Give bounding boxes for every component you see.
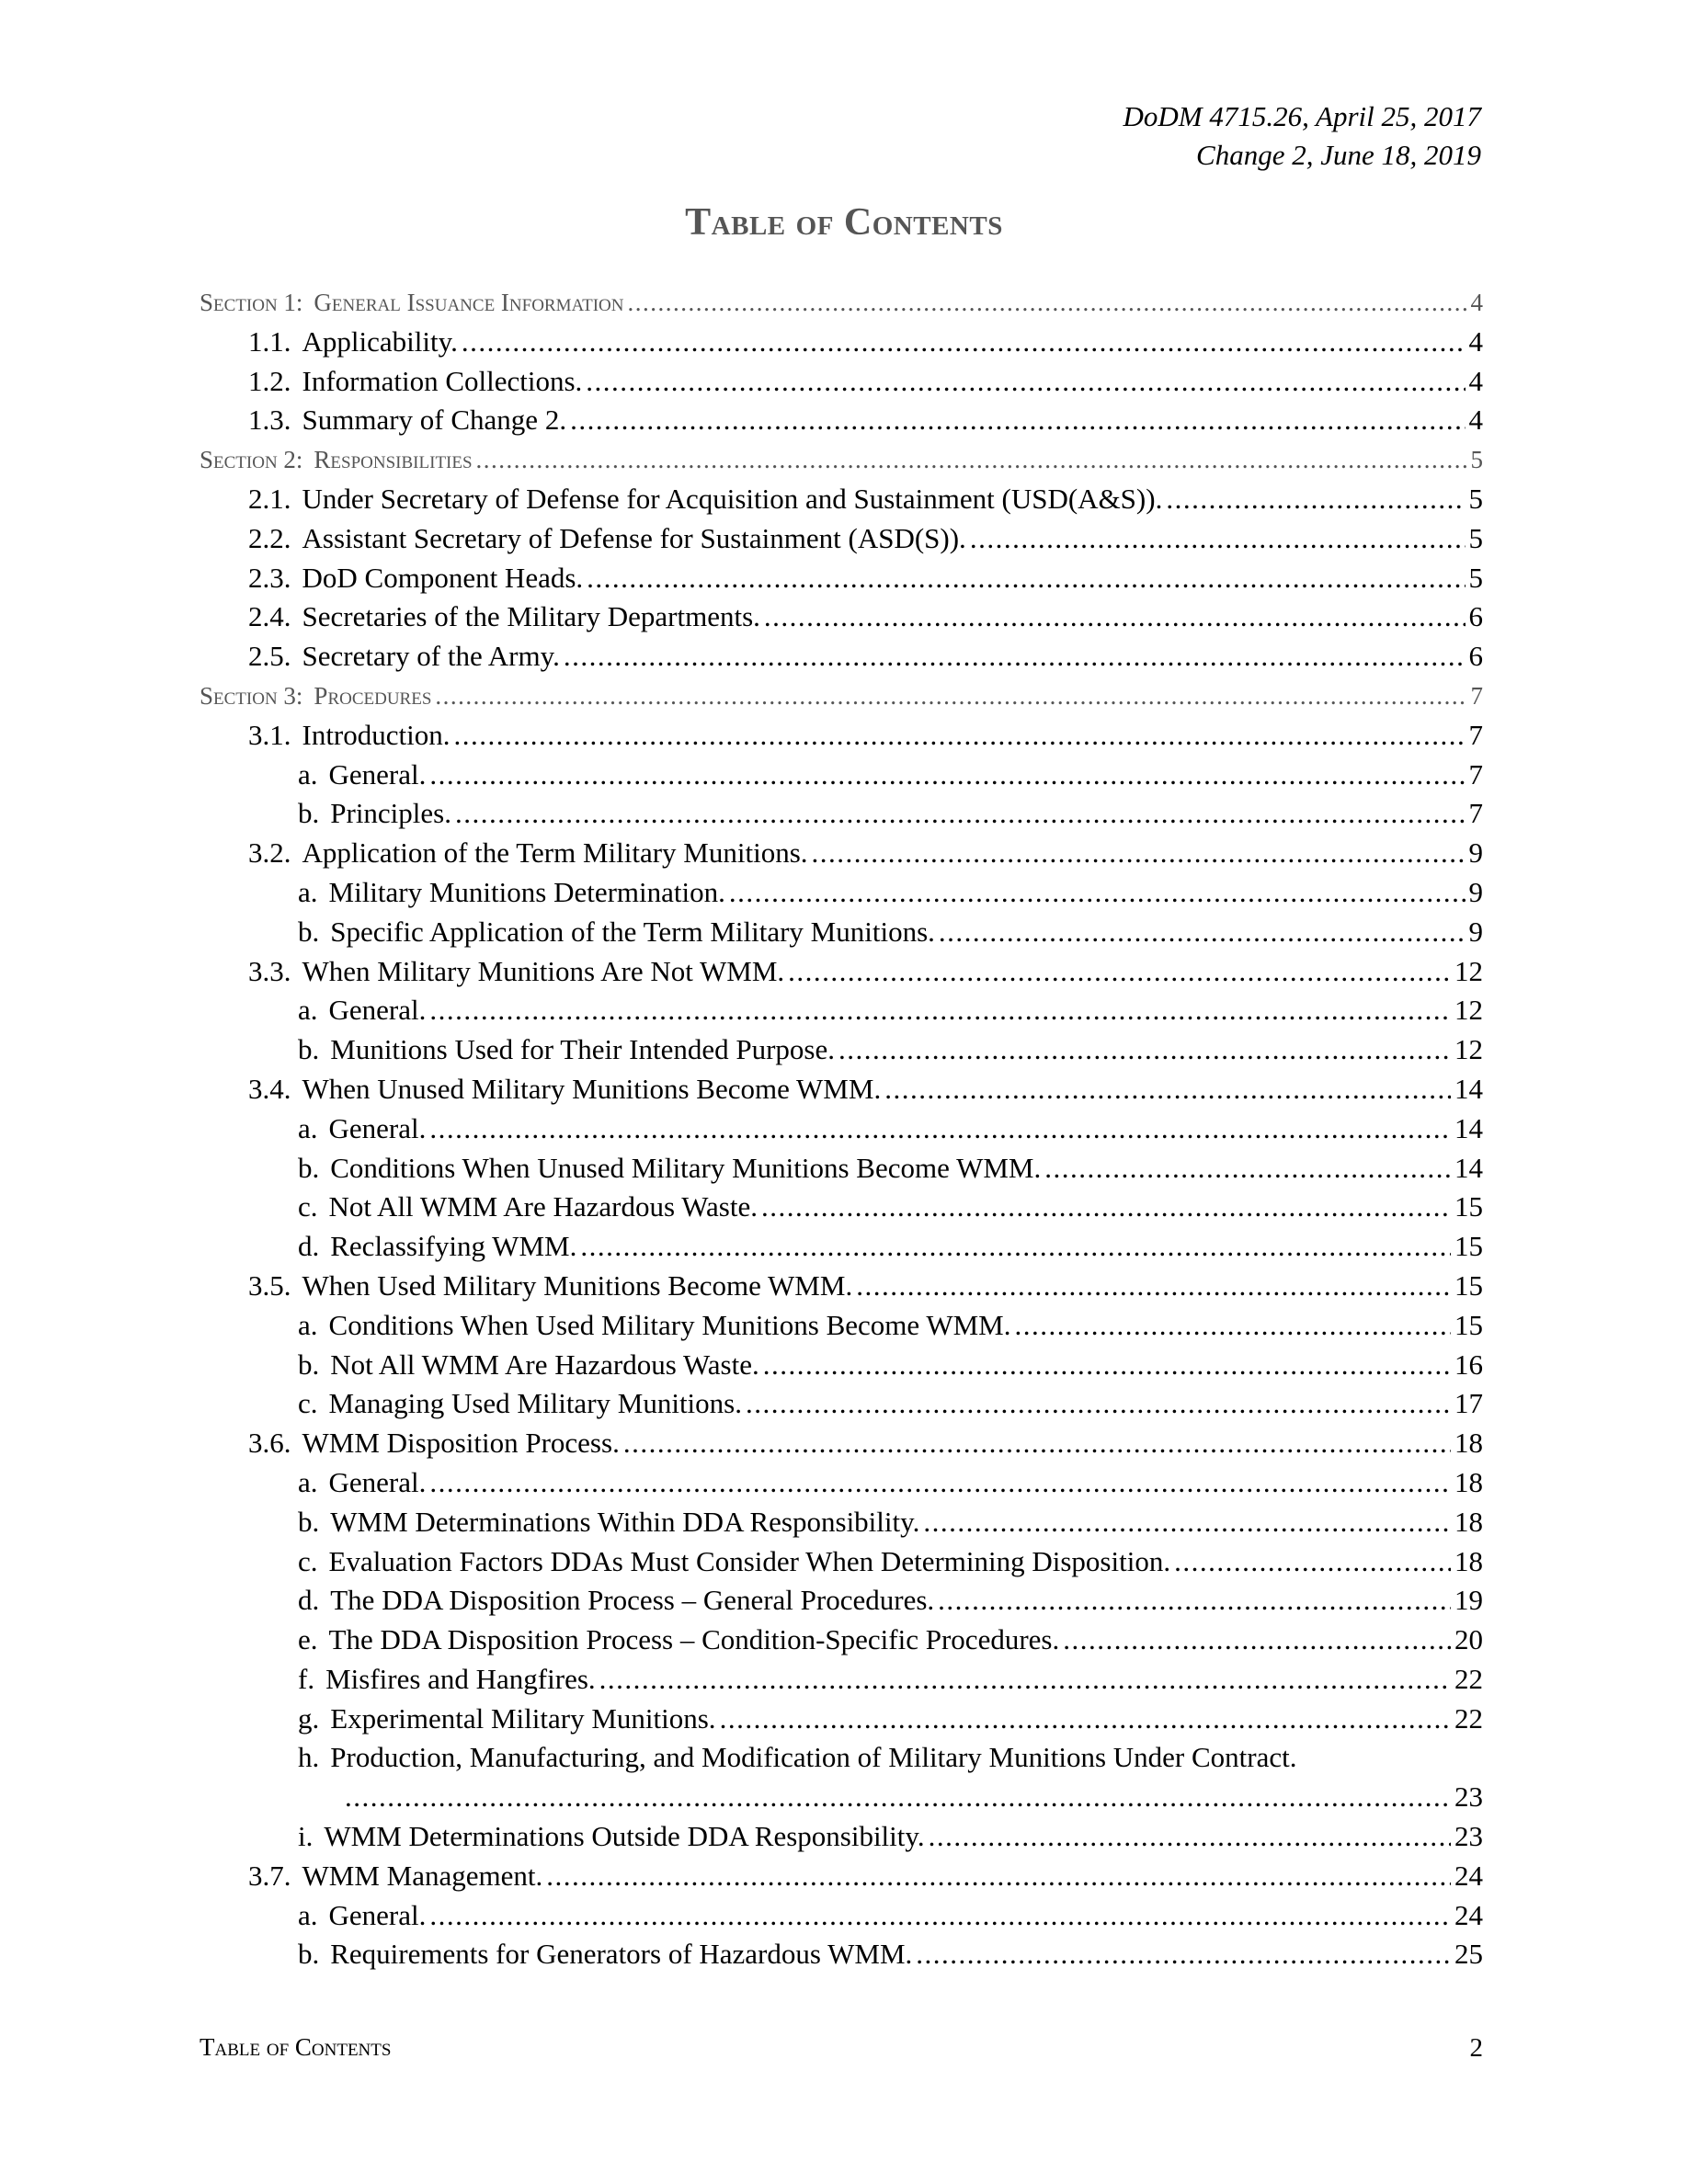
toc-entry[interactable] xyxy=(200,597,1483,637)
dot-leader xyxy=(429,756,1465,795)
toc-entry-page: 18 xyxy=(1454,1465,1483,1498)
dot-leader xyxy=(623,1424,1451,1463)
toc-entry[interactable] xyxy=(200,952,1483,992)
toc-entry-label: DoD Component Heads. xyxy=(302,561,584,594)
dot-leader xyxy=(587,559,1465,598)
toc-entry[interactable] xyxy=(200,1700,1483,1739)
toc-entry-page: 18 xyxy=(1454,1505,1483,1538)
toc-entry[interactable] xyxy=(200,794,1483,834)
toc-entry-number: b. xyxy=(298,1033,320,1066)
toc-entry[interactable] xyxy=(200,519,1483,559)
toc-entry[interactable] xyxy=(200,991,1483,1030)
toc-entry-label: Conditions When Used Military Munitions Become WMM. xyxy=(328,1308,1011,1341)
toc-entry-label: Introduction. xyxy=(302,718,451,751)
toc-entry[interactable] xyxy=(200,1621,1483,1660)
toc-entry[interactable] xyxy=(200,1030,1483,1070)
toc-entry[interactable] xyxy=(200,1149,1483,1189)
toc-entry-page: 17 xyxy=(1454,1387,1483,1420)
toc-entry-number: Section 3: xyxy=(200,681,303,710)
toc-entry-number: a. xyxy=(298,757,318,791)
toc-entry-page: 14 xyxy=(1454,1072,1483,1105)
toc-entry-label: General. xyxy=(328,1465,427,1498)
dot-leader xyxy=(429,1896,1451,1936)
toc-entry-number: 3.5. xyxy=(248,1268,291,1302)
dot-leader xyxy=(345,1778,1451,1817)
dot-leader xyxy=(1044,1149,1451,1189)
toc-entry-label: Managing Used Military Munitions. xyxy=(328,1387,742,1420)
toc-entry-label: Evaluation Factors DDAs Must Consider When Determining Disposition. xyxy=(328,1544,1171,1577)
toc-entry-label: Applicability. xyxy=(302,324,458,358)
toc-entry-number: 3.2. xyxy=(248,836,291,870)
toc-entry[interactable] xyxy=(200,873,1483,913)
toc-entry-number: d. xyxy=(298,1584,320,1617)
dot-leader xyxy=(764,597,1466,637)
toc-entry-page: 16 xyxy=(1454,1348,1483,1381)
toc-entry-page: 12 xyxy=(1454,954,1483,987)
toc-entry-label: Conditions When Unused Military Munitions Become WMM. xyxy=(330,1151,1042,1184)
toc-entry-number: 2.2. xyxy=(248,521,291,554)
toc-section-entry[interactable] xyxy=(200,677,1483,716)
toc-entry-page: 7 xyxy=(1470,681,1483,710)
toc-entry-number: b. xyxy=(298,915,320,948)
toc-entry-number: h. xyxy=(298,1741,320,1774)
toc-entry-number: a. xyxy=(298,1898,318,1931)
dot-leader xyxy=(580,1227,1451,1267)
toc-entry-page: 6 xyxy=(1468,640,1483,673)
toc-entry[interactable] xyxy=(200,1267,1483,1306)
dot-leader xyxy=(916,1935,1451,1974)
toc-entry-page: 4 xyxy=(1470,289,1483,316)
toc-entry-page: 5 xyxy=(1468,521,1483,554)
dot-leader xyxy=(720,1700,1451,1739)
toc-entry-label: Information Collections. xyxy=(302,364,583,397)
toc-entry[interactable] xyxy=(200,1738,1483,1778)
dot-leader xyxy=(1166,480,1465,519)
dot-leader xyxy=(729,873,1466,913)
toc-entry[interactable] xyxy=(200,1463,1483,1503)
dot-leader xyxy=(788,952,1451,992)
document-change-date: Change 2, June 18, 2019 xyxy=(1196,139,1481,171)
toc-entry-page: 14 xyxy=(1454,1111,1483,1144)
toc-entry-page: 7 xyxy=(1468,797,1483,830)
toc-entry-page: 4 xyxy=(1468,324,1483,358)
toc-entry-page: 9 xyxy=(1468,915,1483,948)
toc-entry-page: 15 xyxy=(1454,1230,1483,1263)
toc-entry[interactable] xyxy=(200,1109,1483,1149)
toc-entry-label: Application of the Term Military Munitions. xyxy=(302,836,808,870)
toc-entry-label: General. xyxy=(328,757,427,791)
document-header xyxy=(1123,97,1481,175)
toc-entry-number: i. xyxy=(298,1820,314,1853)
toc-entry-number: Section 1: xyxy=(200,289,303,316)
toc-entry-page: 15 xyxy=(1454,1190,1483,1223)
dot-leader xyxy=(570,401,1465,440)
toc-entry[interactable] xyxy=(200,1424,1483,1463)
dot-leader xyxy=(429,1463,1451,1503)
toc-entry-number: 2.5. xyxy=(248,640,291,673)
toc-entry-number: 1.3. xyxy=(248,404,291,437)
toc-entry-label: Production, Manufacturing, and Modification of Military Munitions Under Contract. xyxy=(330,1741,1297,1774)
toc-entry[interactable] xyxy=(200,1817,1483,1857)
toc-entry[interactable] xyxy=(200,323,1483,362)
toc-entry[interactable] xyxy=(200,362,1483,402)
toc-entry-number: d. xyxy=(298,1230,320,1263)
toc-entry-continuation[interactable] xyxy=(200,1778,1483,1817)
toc-entry-page: 20 xyxy=(1454,1623,1483,1656)
toc-entry-label: Under Secretary of Defense for Acquisition and Sustainment (USD(A&S)). xyxy=(302,482,1163,515)
toc-entry-label: General Issuance Information xyxy=(314,289,624,316)
toc-section-entry[interactable] xyxy=(200,440,1483,480)
toc-entry-number: b. xyxy=(298,1938,320,1971)
toc-entry[interactable] xyxy=(200,1070,1483,1109)
toc-entry-number: 3.3. xyxy=(248,954,291,987)
dot-leader xyxy=(435,677,1466,716)
toc-entry-number: a. xyxy=(298,1308,318,1341)
toc-entry-label: Munitions Used for Their Intended Purpose. xyxy=(330,1033,835,1066)
toc-entry-number: 2.3. xyxy=(248,561,291,594)
toc-entry-label: Assistant Secretary of Defense for Sustainment (ASD(S)). xyxy=(302,521,966,554)
toc-entry-number: c. xyxy=(298,1387,318,1420)
toc-entry-label: Procedures xyxy=(314,681,432,710)
toc-entry-page: 15 xyxy=(1454,1268,1483,1302)
toc-entry-page: 24 xyxy=(1454,1859,1483,1892)
dot-leader xyxy=(938,1581,1451,1621)
footer-page-number: 2 xyxy=(1469,2033,1483,2063)
toc-entry[interactable] xyxy=(200,1384,1483,1424)
dot-leader xyxy=(746,1384,1451,1424)
toc-entry-label: WMM Disposition Process. xyxy=(302,1427,620,1460)
toc-entry-number: b. xyxy=(298,1505,320,1538)
dot-leader xyxy=(763,1346,1451,1385)
toc-entry-label: Responsibilities xyxy=(314,446,473,474)
dot-leader xyxy=(546,1857,1451,1896)
toc-section-entry[interactable] xyxy=(200,283,1483,323)
toc-entry-number: 3.7. xyxy=(248,1859,291,1892)
toc-entry-number: c. xyxy=(298,1544,318,1577)
dot-leader xyxy=(599,1660,1451,1700)
toc-entry-page: 25 xyxy=(1454,1938,1483,1971)
toc-entry-label: Requirements for Generators of Hazardous WMM. xyxy=(330,1938,913,1971)
toc-entry-number: 1.2. xyxy=(248,364,291,397)
toc-entry-number: f. xyxy=(298,1662,315,1695)
toc-entry-label: Not All WMM Are Hazardous Waste. xyxy=(330,1348,759,1381)
toc-entry-page: 12 xyxy=(1454,994,1483,1027)
toc-entry-number: Section 2: xyxy=(200,446,303,474)
dot-leader xyxy=(627,283,1466,323)
dot-leader xyxy=(970,519,1466,559)
toc-entry-page: 18 xyxy=(1454,1544,1483,1577)
toc-entry-label: Principles. xyxy=(330,797,451,830)
toc-entry[interactable] xyxy=(200,559,1483,598)
toc-entry-number: a. xyxy=(298,1465,318,1498)
toc-entry-page: 4 xyxy=(1468,364,1483,397)
toc-entry-label: When Unused Military Munitions Become WMM. xyxy=(302,1072,882,1105)
dot-leader xyxy=(1014,1306,1451,1346)
dot-leader xyxy=(929,1817,1451,1857)
toc-entry[interactable] xyxy=(200,1227,1483,1267)
dot-leader xyxy=(476,440,1467,480)
dot-leader xyxy=(923,1503,1451,1542)
toc-entry-page: 15 xyxy=(1454,1308,1483,1341)
toc-entry-number: 2.1. xyxy=(248,482,291,515)
toc-entry-label: The DDA Disposition Process – Condition-Specific Procedures. xyxy=(328,1623,1060,1656)
toc-entry-number: a. xyxy=(298,1111,318,1144)
footer-title: Table of Contents xyxy=(200,2033,392,2061)
toc-entry[interactable] xyxy=(200,401,1483,440)
toc-entry-number: 2.4. xyxy=(248,600,291,633)
table-of-contents xyxy=(200,283,1483,1974)
dot-leader xyxy=(429,991,1451,1030)
toc-entry-page: 5 xyxy=(1468,482,1483,515)
toc-entry[interactable] xyxy=(200,1346,1483,1385)
dot-leader xyxy=(812,834,1466,873)
page-footer xyxy=(200,2033,1483,2064)
toc-entry[interactable] xyxy=(200,834,1483,873)
dot-leader xyxy=(454,716,1466,756)
toc-entry-label: Secretary of the Army. xyxy=(302,640,560,673)
toc-entry-page: 19 xyxy=(1454,1584,1483,1617)
toc-entry-number: b. xyxy=(298,797,320,830)
toc-entry[interactable] xyxy=(200,1542,1483,1582)
toc-entry-page: 5 xyxy=(1468,561,1483,594)
toc-entry-label: WMM Management. xyxy=(302,1859,543,1892)
toc-entry-label: General. xyxy=(328,1111,427,1144)
toc-entry-label: When Used Military Munitions Become WMM. xyxy=(302,1268,853,1302)
toc-entry-label: Misfires and Hangfires. xyxy=(325,1662,596,1695)
toc-entry[interactable] xyxy=(200,1581,1483,1621)
toc-entry-page: 18 xyxy=(1454,1427,1483,1460)
toc-entry-number: b. xyxy=(298,1151,320,1184)
toc-entry-label: WMM Determinations Outside DDA Responsibility. xyxy=(324,1820,925,1853)
toc-entry-number: 1.1. xyxy=(248,324,291,358)
dot-leader xyxy=(838,1030,1451,1070)
toc-entry-label: General. xyxy=(328,994,427,1027)
toc-entry-page: 6 xyxy=(1468,600,1483,633)
toc-entry-label: Specific Application of the Term Military Munitions. xyxy=(330,915,935,948)
toc-entry[interactable] xyxy=(200,1188,1483,1227)
toc-entry[interactable] xyxy=(200,913,1483,952)
dot-leader xyxy=(455,794,1466,834)
toc-entry-page: 12 xyxy=(1454,1033,1483,1066)
toc-entry[interactable] xyxy=(200,1660,1483,1700)
toc-entry[interactable] xyxy=(200,637,1483,677)
toc-entry-page: 14 xyxy=(1454,1151,1483,1184)
toc-entry-page: 22 xyxy=(1454,1662,1483,1695)
toc-entry-page: 4 xyxy=(1468,404,1483,437)
document-id-date: DoDM 4715.26, April 25, 2017 xyxy=(1123,100,1481,132)
toc-entry-label: WMM Determinations Within DDA Responsibility. xyxy=(330,1505,920,1538)
toc-entry[interactable] xyxy=(200,480,1483,519)
page-title: Table of Contents xyxy=(685,201,1003,244)
toc-entry-label: Summary of Change 2. xyxy=(302,404,567,437)
toc-entry-page: 23 xyxy=(1454,1820,1483,1853)
toc-entry-page: 24 xyxy=(1454,1898,1483,1931)
toc-entry-number: g. xyxy=(298,1701,320,1735)
toc-entry-page: 9 xyxy=(1468,836,1483,870)
dot-leader xyxy=(462,323,1466,362)
toc-entry-page: 7 xyxy=(1468,718,1483,751)
toc-entry[interactable] xyxy=(200,1896,1483,1936)
dot-leader xyxy=(939,913,1466,952)
toc-entry-label: Experimental Military Munitions. xyxy=(330,1701,716,1735)
toc-entry-label: When Military Munitions Are Not WMM. xyxy=(302,954,785,987)
toc-entry-page: 5 xyxy=(1470,446,1483,474)
toc-entry[interactable] xyxy=(200,1503,1483,1542)
toc-entry-number: b. xyxy=(298,1348,320,1381)
toc-entry-page: 9 xyxy=(1468,875,1483,908)
toc-entry-number: a. xyxy=(298,875,318,908)
toc-entry[interactable] xyxy=(200,1306,1483,1346)
toc-entry-label: Not All WMM Are Hazardous Waste. xyxy=(328,1190,758,1223)
toc-entry-number: 3.6. xyxy=(248,1427,291,1460)
toc-entry[interactable] xyxy=(200,756,1483,795)
toc-entry-page: 22 xyxy=(1454,1701,1483,1735)
dot-leader xyxy=(856,1267,1451,1306)
dot-leader xyxy=(586,362,1465,402)
dot-leader xyxy=(564,637,1466,677)
toc-entry[interactable] xyxy=(200,716,1483,756)
dot-leader xyxy=(1174,1542,1451,1582)
toc-entry-number: a. xyxy=(298,994,318,1027)
dot-leader xyxy=(1063,1621,1451,1660)
dot-leader xyxy=(761,1188,1451,1227)
toc-entry[interactable] xyxy=(200,1857,1483,1896)
dot-leader xyxy=(429,1109,1451,1149)
toc-entry-label: Reclassifying WMM. xyxy=(330,1230,577,1263)
toc-entry-page: 23 xyxy=(1454,1780,1483,1814)
toc-entry-label: The DDA Disposition Process – General Procedures. xyxy=(330,1584,935,1617)
toc-entry[interactable] xyxy=(200,1935,1483,1974)
toc-entry-label: Secretaries of the Military Departments. xyxy=(302,600,760,633)
toc-entry-number: 3.1. xyxy=(248,718,291,751)
toc-entry-page: 7 xyxy=(1468,757,1483,791)
dot-leader xyxy=(884,1070,1451,1109)
toc-entry-number: 3.4. xyxy=(248,1072,291,1105)
toc-entry-label: General. xyxy=(328,1898,427,1931)
toc-entry-number: e. xyxy=(298,1623,318,1656)
toc-entry-label: Military Munitions Determination. xyxy=(328,875,725,908)
toc-entry-number: c. xyxy=(298,1190,318,1223)
